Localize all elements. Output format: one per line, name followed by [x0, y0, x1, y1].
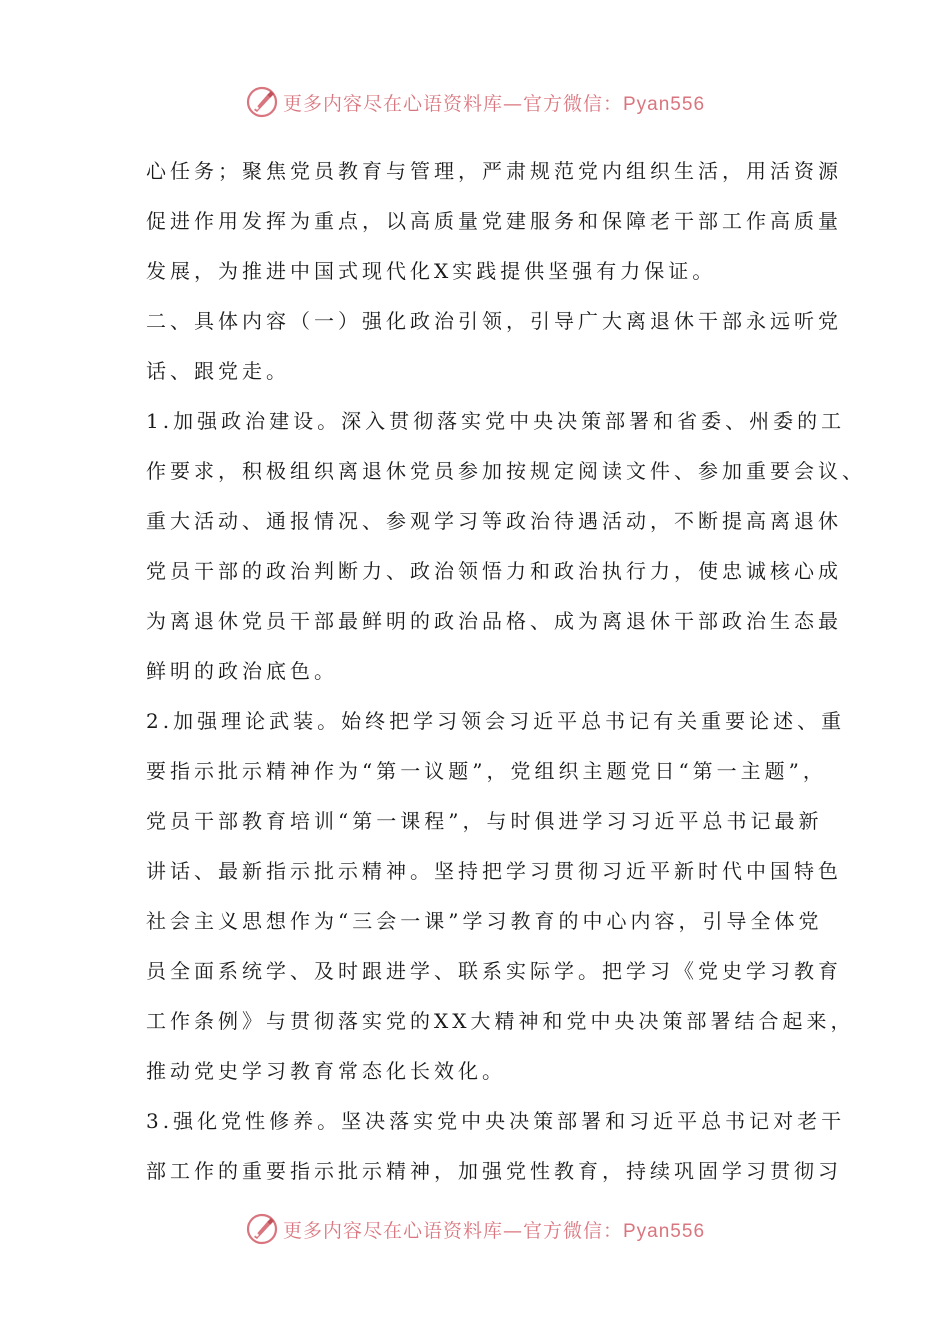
text-line: 党员干部的政治判断力、政治领悟力和政治执行力，使忠诚核心成: [146, 559, 842, 583]
text-line: 作要求，积极组织离退休党员参加按规定阅读文件、参加重要会议、: [146, 459, 866, 483]
header-watermark: [0, 82, 950, 122]
text-line: 党员干部教育培训“第一课程”，与时俱进学习习近平总书记最新: [146, 809, 823, 833]
item-2-first-line: 2.加强理论武装。始终把学习领会习近平总书记有关重要论述、重: [146, 709, 846, 733]
watermark-text: 更多内容尽在心语资料库—官方微信：Pyan556: [282, 1219, 706, 1242]
text-line: 推动党史学习教育常态化长效化。: [146, 1059, 506, 1083]
text-line: 发展，为推进中国式现代化X实践提供坚强有力保证。: [146, 259, 717, 283]
text-line: 心任务；聚焦党员教育与管理，严肃规范党内组织生活，用活资源: [146, 159, 842, 183]
pen-nib-logo-icon: [245, 85, 279, 119]
item-1-first-line: 1.加强政治建设。深入贯彻落实党中央决策部署和省委、州委的工: [146, 409, 846, 433]
footer-watermark: [0, 1209, 950, 1249]
text-line: 重大活动、通报情况、参观学习等政治待遇活动，不断提高离退休: [146, 509, 842, 533]
section-heading-line: 二、具体内容（一）强化政治引领，引导广大离退休干部永远听党: [146, 309, 842, 333]
item-3-first-line: 3.强化党性修养。坚决落实党中央决策部署和习近平总书记对老干: [146, 1109, 846, 1133]
text-line: 要指示批示精神作为“第一议题”，党组织主题党日“第一主题”，: [146, 759, 827, 783]
text-line: 部工作的重要指示批示精神，加强党性教育，持续巩固学习贯彻习: [146, 1159, 842, 1183]
text-line: 鲜明的政治底色。: [146, 659, 338, 683]
text-line: 话、跟党走。: [146, 359, 290, 383]
document-body: [146, 146, 866, 1196]
text-line: 工作条例》与贯彻落实党的XX大精神和党中央决策部署结合起来，: [146, 1009, 855, 1033]
text-line: 社会主义思想作为“三会一课”学习教育的中心内容，引导全体党: [146, 909, 823, 933]
text-line: 员全面系统学、及时跟进学、联系实际学。把学习《党史学习教育: [146, 959, 842, 983]
text-line: 讲话、最新指示批示精神。坚持把学习贯彻习近平新时代中国特色: [146, 859, 842, 883]
pen-nib-logo-icon: [245, 1212, 279, 1246]
watermark-text: 更多内容尽在心语资料库—官方微信：Pyan556: [282, 92, 706, 115]
text-line: 促进作用发挥为重点，以高质量党建服务和保障老干部工作高质量: [146, 209, 842, 233]
text-line: 为离退休党员干部最鲜明的政治品格、成为离退休干部政治生态最: [146, 609, 842, 633]
